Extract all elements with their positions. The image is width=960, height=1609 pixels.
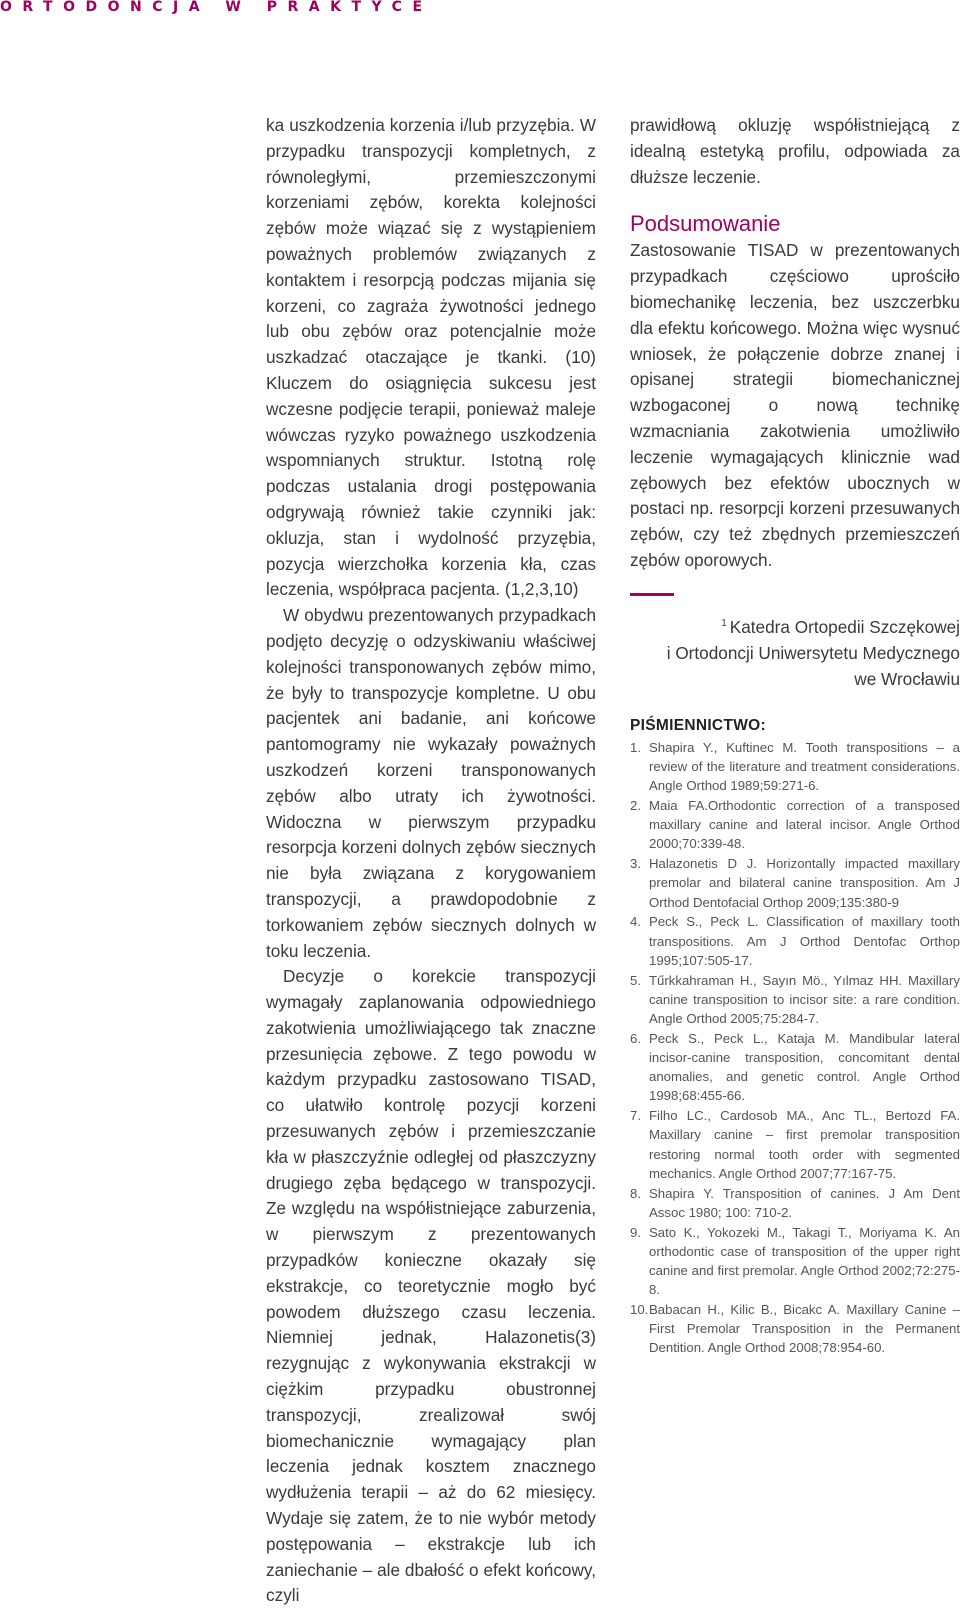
author-affiliation <box>630 611 960 692</box>
references-heading: PIŚMIENNICTWO: <box>630 716 766 734</box>
affiliation-line-2: i Ortodoncji Uniwersytetu Medycznego <box>666 642 960 663</box>
reference-item <box>630 1029 960 1106</box>
reference-item <box>630 1223 960 1300</box>
reference-item <box>630 796 960 854</box>
reference-text: Peck S., Peck L., Kataja M. Mandibular lateral incisor-canine transposition, concomitant dental anomalies, and genetic control. Angle Orthod 1998;68:455-66. <box>649 1030 960 1104</box>
reference-item <box>630 738 960 796</box>
summary-paragraph: Zastosowanie TISAD w prezentowanych przypadkach częściowo uprościło biomechanikę leczenia, bez uszczerbku dla efektu końcowego. Można więc wysnuć wniosek, że połączenie dobrze znanej i opisanej strategii biomechanicznej wzbogaconej o nową technikę wzmacniania zakotwienia umożliwiło leczenie wymagających klinicznie wad zębowych bez efektów ubocznych w postaci np. resorpcji korzeni przesuwanych zębów, czy też zbędnych przemieszczeń zębów oporowych. <box>630 240 960 570</box>
affiliation-line-3: we Wrocławiu <box>854 668 960 689</box>
reference-number: 8. <box>630 1185 641 1201</box>
reference-item <box>630 1300 960 1358</box>
reference-text: Shapira Y., Kuftinec M. Tooth transpositions – a review of the literature and treatment considerations. Angle Orthod 1989;59:271-6. <box>649 739 960 794</box>
reference-number: 1. <box>630 739 641 755</box>
reference-number: 7. <box>630 1108 641 1124</box>
left-column <box>266 113 596 1609</box>
affiliation-marker: 1 <box>721 617 727 629</box>
reference-item <box>630 854 960 912</box>
reference-text: Shapira Y. Transposition of canines. J Am Dent Assoc 1980; 100: 710-2. <box>649 1185 960 1220</box>
reference-text: Halazonetis D J. Horizontally impacted maxillary premolar and bilateral canine transposition. Am J Orthod Dentofacial Orthop 2009;135:380-9 <box>649 856 960 910</box>
reference-number: 10. <box>630 1301 649 1317</box>
reference-number: 3. <box>630 856 641 872</box>
references-list <box>630 738 960 1358</box>
affiliation-line-1 <box>630 611 960 640</box>
continuation-paragraph: prawidłową okluzję współistniejącą z idealną estetyką profilu, odpowiada za dłuższe leczenie. <box>630 115 960 187</box>
body-paragraph-3: Decyzje o korekcie transpozycji wymagały zaplanowania odpowiedniego zakotwienia umożliwiającego tak znaczne przesunięcia zębowe. Z tego powodu w każdym przypadku zastosowano TISAD, co ułatwiło kontrolę pozycji korzeni przesuwanych zębów i przemieszczanie kła w płaszczyźnie odległej od płaszczyzny drugiego zęba będącego w transpozycji. Ze względu na współistniejące zaburzenia, w pierwszym z prezentowanych przypadków konieczne okazały się ekstrakcje, co teoretycznie mogło być powodem dłuższego czasu leczenia. Niemniej jednak, Halazonetis(3) rezygnując z wykonywania ekstrakcji w ciężkim przypadku obustronnej transpozycji, zrealizował swój biomechanicznie wymagający plan leczenia jednak kosztem znacznego wydłużenia terapii – aż do 62 miesięcy. Wydaje się zatem, że to nie wybór metody postępowania – ekstrakcje lub ich zaniechanie – ale dbałość o efekt końcowy, czyli <box>266 966 596 1606</box>
summary-heading: Podsumowanie <box>630 211 781 237</box>
reference-item <box>630 912 960 970</box>
reference-number: 4. <box>630 914 641 930</box>
right-column <box>630 113 960 1358</box>
accent-divider <box>630 593 674 596</box>
reference-number: 5. <box>630 972 641 988</box>
reference-text: Peck S., Peck L. Classification of maxillary tooth transpositions. Am J Orthod Dentofac Orthop 1995;107:505-17. <box>649 914 960 968</box>
reference-item <box>630 971 960 1029</box>
affiliation-line-1-text: Katedra Ortopedii Szczękowej <box>729 616 960 637</box>
reference-text: Maia FA.Orthodontic correction of a transposed maxillary canine and lateral incisor. Angle Orthod 2000;70:339-48. <box>649 797 960 852</box>
reference-item <box>630 1106 960 1183</box>
running-header: ORTODONCJA W PRAKTYCE <box>0 0 433 15</box>
reference-text: Babacan H., Kilic B., Bicakc A. Maxillary Canine – First Premolar Transposition in the Permanent Dentition. Angle Orthod 2008;78:954-60. <box>649 1301 960 1356</box>
reference-number: 2. <box>630 797 641 813</box>
reference-number: 9. <box>630 1224 641 1240</box>
reference-number: 6. <box>630 1030 641 1046</box>
body-paragraph-1: ka uszkodzenia korzenia i/lub przyzębia. W przypadku transpozycji kompletnych, z równoległymi, przemieszczonymi korzeniami zębów, korekta kolejności zębów może wiązać się z wystąpieniem poważnych problemów związanych z kontaktem i resorpcją podczas mijania się korzeni, co zagraża żywotności jednego lub obu zębów oraz potencjalnie może uszkadzać otaczające je tkanki. (10) Kluczem do osiągnięcia sukcesu jest wczesne podjęcie terapii, ponieważ maleje wówczas ryzyko poważnego uszkodzenia wspomnianych struktur. Istotną rolę podczas ustalania drogi postępowania odgrywają również takie czynniki jak: okluzja, stan i wydolność przyzębia, pozycja wierzchołka korzenia kła, czas leczenia, współpraca pacjenta. (1,2,3,10) <box>266 115 596 600</box>
body-paragraph-2: W obydwu prezentowanych przypadkach podjęto decyzję o odzyskiwaniu właściwej kolejności transponowanych zębów mimo, że były to transpozycje kompletne. U obu pacjentek ani badanie, ani końcowe pantomogramy nie wykazały poważnych uszkodzeń korzeni transponowanych zębów albo utraty ich żywotności. Widoczna w pierwszym przypadku resorpcja korzeni dolnych zębów siecznych nie była związana z korygowaniem transpozycji, a prawdopodobnie z torkowaniem zębów siecznych dolnych w toku leczenia. <box>266 605 596 961</box>
reference-item <box>630 1184 960 1222</box>
reference-text: Tűrkkahraman H., Sayın Mö., Yılmaz HH. Maxillary canine transposition to incisor site: a rare condition. Angle Orthod 2005;75:284-7. <box>649 972 960 1026</box>
reference-text: Filho LC., Cardosob MA., Anc TL., Bertozd FA. Maxillary canine – first premolar transposition restoring normal tooth order with segmented mechanics. Angle Orthod 2007;77:167-75. <box>649 1108 960 1181</box>
reference-text: Sato K., Yokozeki M., Takagi T., Moriyama K. An orthodontic case of transposition of the upper right canine and first premolar. Angle Orthod 2002;72:275-8. <box>649 1224 960 1298</box>
